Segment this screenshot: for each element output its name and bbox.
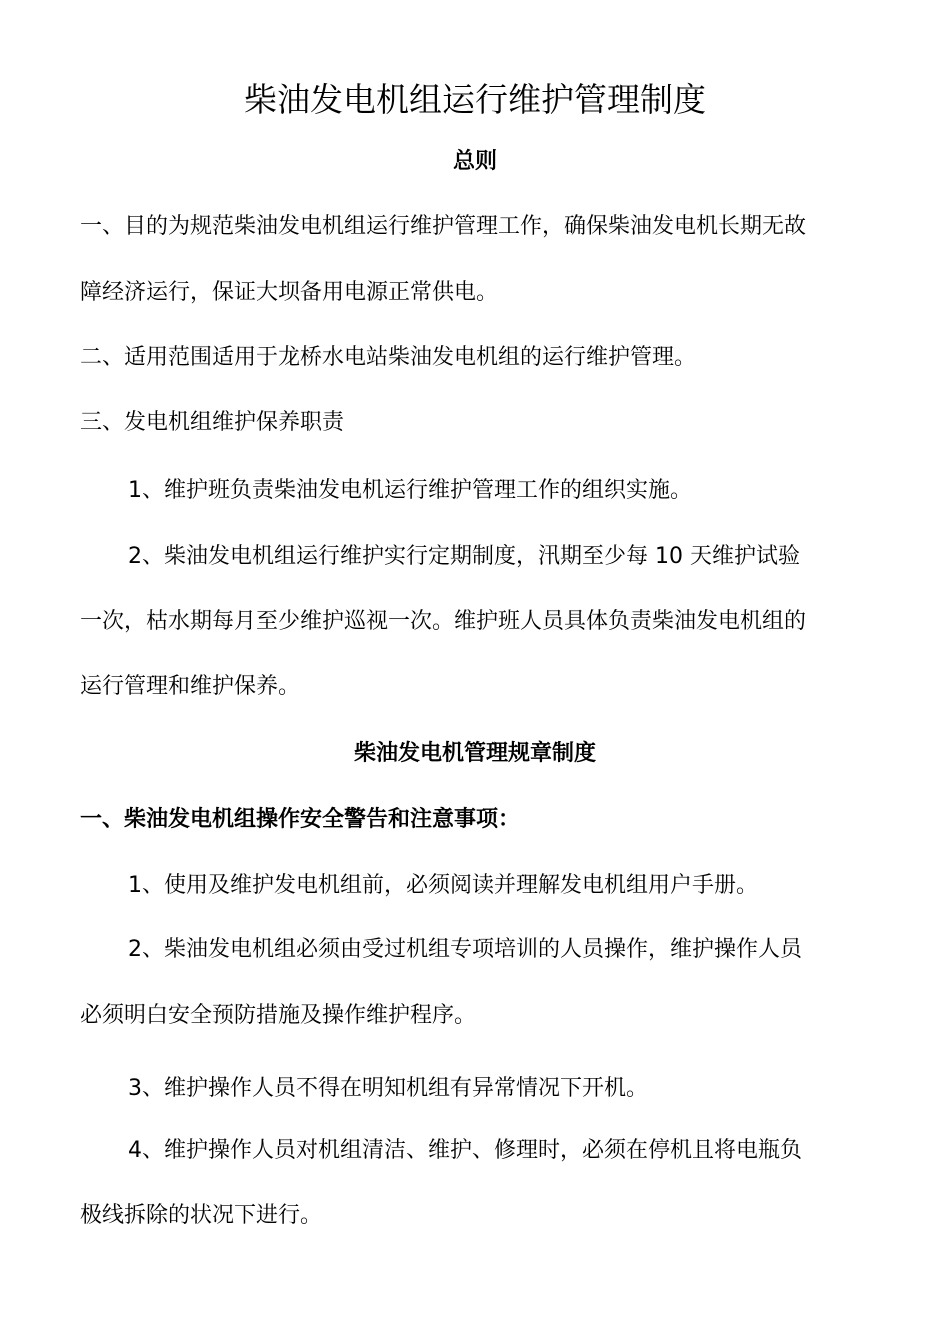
document-title: 柴油发电机组运行维护管理制度 — [244, 80, 706, 119]
paragraph-safety-4-line2: 极线拆除的状况下进行。 — [80, 1203, 323, 1228]
section-heading-rules: 柴油发电机管理规章制度 — [353, 741, 596, 766]
paragraph-purpose-line2: 障经济运行，保证大坝备用电源正常供电。 — [80, 280, 499, 305]
paragraph-safety-4-line1: 4、维护操作人员对机组清洁、维护、修理时，必须在停机且将电瓶负 — [128, 1138, 802, 1163]
paragraph-duty-2-line3: 运行管理和维护保养。 — [80, 674, 301, 699]
paragraph-safety-1: 1、使用及维护发电机组前，必须阅读并理解发电机组用户手册。 — [128, 873, 758, 898]
paragraph-duties: 三、发电机组维护保养职责 — [80, 410, 345, 435]
paragraph-safety-3: 3、维护操作人员不得在明知机组有异常情况下开机。 — [128, 1076, 648, 1101]
paragraph-duty-2-line1: 2、柴油发电机组运行维护实行定期制度，汛期至少每 10 天维护试验 — [128, 544, 800, 569]
paragraph-safety-2-line2: 必须明白安全预防措施及操作维护程序。 — [80, 1003, 477, 1028]
paragraph-safety-2-line1: 2、柴油发电机组必须由受过机组专项培训的人员操作，维护操作人员 — [128, 937, 802, 962]
section-heading-general: 总则 — [452, 149, 497, 174]
paragraph-safety-heading: 一、柴油发电机组操作安全警告和注意事项： — [80, 807, 521, 832]
paragraph-duty-2-line2: 一次，枯水期每月至少维护巡视一次。维护班人员具体负责柴油发电机组的 — [80, 609, 807, 634]
paragraph-duty-1: 1、维护班负责柴油发电机运行维护管理工作的组织实施。 — [128, 478, 692, 503]
paragraph-scope: 二、适用范围适用于龙桥水电站柴油发电机组的运行维护管理。 — [80, 345, 697, 370]
paragraph-purpose-line1: 一、目的为规范柴油发电机组运行维护管理工作，确保柴油发电机长期无故 — [80, 214, 807, 239]
